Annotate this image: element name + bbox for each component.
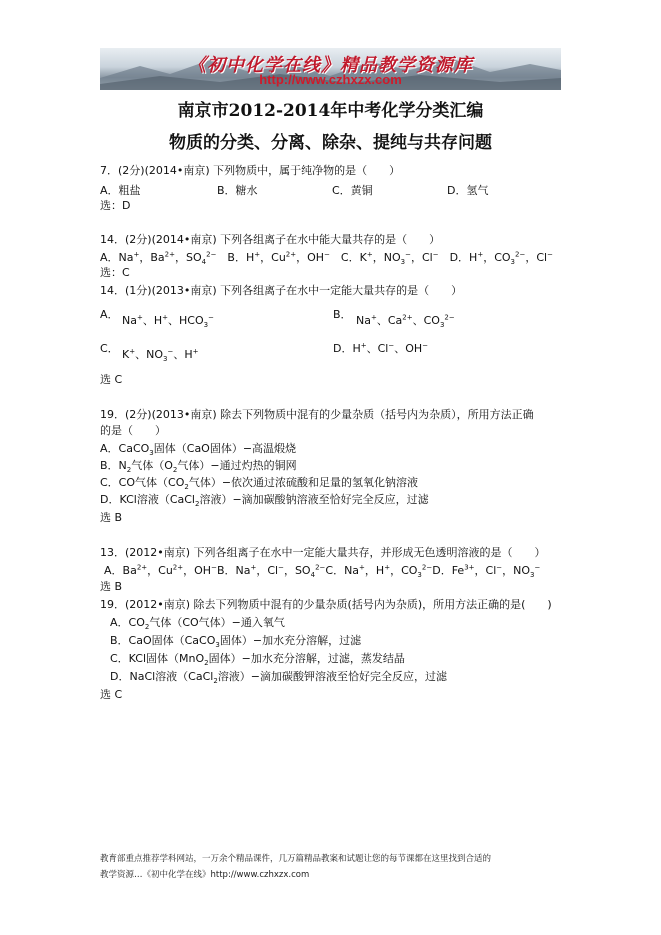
- q1-stem: 7．(2分)(2014•南京) 下列物质中，属于纯净物的是（ ）: [100, 164, 401, 177]
- q1-answer: 选：D: [100, 199, 131, 212]
- q6-option-d: D．NaCl溶液（CaCl$_2$溶液）−滴加碳酸钾溶液至恰好完全反应，过滤: [110, 670, 448, 686]
- footer-line-2[interactable]: 教学资源…《初中化学在线》http://www.czhxzx.com: [100, 870, 310, 880]
- q3-stem: 14．(1分)(2013•南京) 下列各组离子在水中一定能大量共存的是（ ）: [100, 284, 463, 297]
- q5-options: A．$Ba^{2+}$，$Cu^{2+}$，OH−B．Na+，Cl−，$SO_4^{2-}C$．Na+，H+，$CO_3^{2-}D$．$Fe^{3+}$，Cl−，$NO_3^-$: [104, 563, 541, 580]
- footer-note: [100, 851, 570, 883]
- q5-answer: 选 B: [100, 580, 123, 593]
- q2-options: A．Na+，$Ba^{2+}$，$SO_4^{2-}$ B．H+，$Cu^{2+}$，OH− C．K+，$NO_3^-$，Cl− D．H+，$CO_3^{2-}$，Cl−: [100, 250, 553, 267]
- q6-option-a: A．$CO_2$气体（CO气体）−通入氧气: [110, 616, 285, 632]
- q6-option-c: C．KCl固体（MnO$_2$固体）−加水充分溶解，过滤，蒸发结晶: [110, 652, 405, 668]
- q3-option-c-ions: K+、$NO_3^-$、H+: [122, 347, 199, 364]
- q3-option-b-ions: Na+、$Ca^{2+}$、$CO_3^{2-}$: [356, 313, 455, 330]
- footer-line-1: 教育部重点推荐学科网站，一万余个精品课件，几万篇精品教案和试题让您的每节课都在这里找到合适的: [100, 854, 492, 864]
- q1-option-d: D．氢气: [447, 184, 489, 197]
- q3-option-b: B．: [333, 308, 352, 321]
- q4-option-c: C．CO气体（$CO_2$气体）−依次通过浓硫酸和足量的氢氧化钠溶液: [100, 476, 419, 492]
- page-title: 南京市2012-2014年中考化学分类汇编: [177, 101, 484, 121]
- q4-option-b: B．$N_2$气体（$O_2$气体）−通过灼热的铜网: [100, 459, 297, 475]
- q2-answer: 选：C: [100, 266, 130, 279]
- q6-option-b: B．CaO固体（CaCO$_3$固体）−加水充分溶解，过滤: [110, 634, 362, 650]
- q2-stem: 14．(2分)(2014•南京) 下列各组离子在水中能大量共存的是（ ）: [100, 233, 441, 246]
- q3-option-d: D．H+、Cl−、OH−: [333, 341, 429, 355]
- q6-answer: 选 C: [100, 688, 123, 701]
- q4-option-a: A．CaCO$_3$固体（CaO固体）−高温煅烧: [100, 442, 297, 458]
- q1-option-c: C．黄铜: [332, 184, 373, 197]
- q3-option-a-ions: Na+、H+、$HCO_3^-$: [122, 313, 214, 330]
- header-banner: [100, 48, 561, 90]
- q1-option-b: B．糖水: [217, 184, 258, 197]
- q4-stem: 19．(2分)(2013•南京) 除去下列物质中混有的少量杂质（括号内为杂质），所用方法正确: [100, 408, 534, 421]
- q4-stem-cont: 的是（ ）: [100, 424, 166, 437]
- q1-option-a: A．粗盐: [100, 184, 141, 197]
- q4-option-d: D．KCl溶液（CaCl$_2$溶液）−滴加碳酸钠溶液至恰好完全反应，过滤: [100, 493, 429, 509]
- q3-option-c: C．: [100, 342, 119, 355]
- q5-stem: 13．(2012•南京) 下列各组离子在水中一定能大量共存，并形成无色透明溶液的是（ ）: [100, 546, 546, 559]
- q4-answer: 选 B: [100, 511, 123, 524]
- q3-answer: 选 C: [100, 373, 123, 386]
- q3-option-a: A．: [100, 308, 119, 321]
- page-subtitle: 物质的分类、分离、除杂、提纯与共存问题: [169, 133, 492, 153]
- banner-url[interactable]: http://www.czhxzx.com: [259, 72, 402, 87]
- q6-stem: 19．(2012•南京) 除去下列物质中混有的少量杂质(括号内为杂质)，所用方法正确的是( ): [100, 598, 552, 611]
- banner-title: 《初中化学在线》精品教学资源库: [188, 55, 473, 76]
